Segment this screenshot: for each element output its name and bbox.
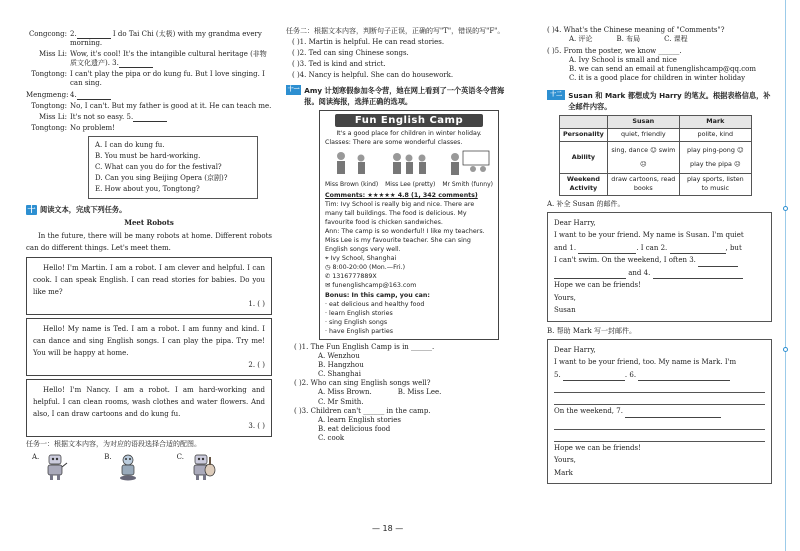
robot-cooking-icon — [42, 453, 68, 481]
line-text: Wow, it's cool! It's the intangible cultural heritage (非物质文化遗产). 3. — [70, 50, 267, 68]
clock-icon: ◷ — [325, 264, 333, 271]
teacher-label: Mr Smith (funny) — [442, 181, 493, 188]
table-row — [560, 141, 752, 173]
letter-susan — [547, 212, 772, 322]
option: A. I can do kung fu. — [95, 140, 165, 149]
option-row — [569, 35, 772, 44]
letter-closing: Hope we can be friends! — [554, 281, 641, 290]
option: B. Hangzhou — [318, 361, 364, 370]
section-badge: 十二 — [547, 90, 565, 100]
tf-item[interactable]: ( )2. Ted can sing Chinese songs. — [292, 49, 409, 57]
poster-email — [325, 281, 493, 290]
option: C. What can you do for the festival? — [95, 162, 222, 171]
dialogue-line — [26, 30, 272, 48]
task-b-instruction: B. 帮助 Mark 写一封邮件。 — [547, 326, 636, 335]
letter-signature: Mark — [554, 468, 573, 477]
option: B. Miss Lee. — [397, 388, 442, 397]
letter-signature: Susan — [554, 306, 576, 315]
section-title: 阅读文本，完成下列任务。 — [40, 205, 127, 215]
dialogue-text — [70, 113, 272, 122]
question-2[interactable] — [294, 379, 518, 406]
table-cell: sing, dance ☺ swim ☹ — [607, 141, 679, 173]
speaker: Miss Li: — [38, 50, 67, 59]
poster-ann: Ann: The camp is so wonderful! I like my teachers. Miss Lee is my favourite teacher. She can sing English songs very well. — [325, 228, 485, 253]
poster-bonus: Bonus: In this camp, you can: — [325, 292, 430, 299]
blank-3[interactable] — [698, 258, 738, 267]
table-cell: Personality — [560, 128, 608, 141]
teacher-class-picture — [443, 149, 493, 177]
dialogue-text — [70, 70, 272, 88]
table-cell: draw cartoons, read books — [607, 173, 679, 195]
teacher-class-picture — [385, 149, 435, 177]
teacher-pictures — [325, 149, 493, 189]
question-text: ( )3. Children can't ______ in the camp. — [294, 406, 431, 415]
task-a-instruction: A. 补全 Susan 的邮件。 — [547, 199, 625, 208]
dialogue-text — [70, 91, 272, 100]
bonus-item: · eat delicious and healthy food — [325, 301, 425, 308]
table-cell: Weekend Activity — [560, 173, 608, 195]
phone-icon: ✆ — [325, 273, 333, 280]
answer-blank[interactable] — [77, 31, 111, 39]
line-text: I do Tai Chi (太极) with my grandma every morning. — [70, 30, 262, 48]
robot-images — [26, 453, 272, 481]
tf-item[interactable]: ( )1. Martin is helpful. He can read stories. — [292, 38, 445, 46]
address-text: Ivy School, Shanghai — [330, 255, 397, 262]
option: B. we can send an email at funenglishcamp@qq.com — [569, 65, 756, 74]
bonus-item: · have English parties — [325, 328, 394, 335]
table-header: Mark — [679, 115, 751, 128]
line-text: No problem! — [70, 123, 115, 132]
option: D. Can you sing Beijing Opera (京剧)? — [95, 173, 228, 182]
answer-slot[interactable]: 1. ( ) — [248, 300, 265, 309]
bonus-item: · sing English songs — [325, 319, 388, 326]
robot-text-1 — [26, 257, 272, 315]
speaker: Congcong: — [28, 30, 67, 38]
penpal-table — [559, 115, 752, 196]
robot-text: Hello! I'm Martin. I am a robot. I am clever and helpful. I can cook. I can speak English. I can read stories for babies. Do you like me? — [33, 264, 265, 297]
robot-text-2 — [26, 318, 272, 376]
poster-phone — [325, 272, 493, 281]
tf-item[interactable]: ( )4. Nancy is helpful. She can do housework. — [292, 71, 454, 79]
speaker: Tongtong: — [31, 101, 67, 110]
dialogue-line — [26, 102, 272, 111]
robot-label: A. — [32, 453, 40, 462]
robot-label: B. — [104, 453, 112, 462]
location-icon: ⌖ — [325, 255, 331, 262]
binding-dot — [783, 347, 788, 352]
question-1[interactable] — [294, 343, 518, 379]
email-icon: ✉ — [325, 282, 333, 289]
speaker: Tongtong: — [31, 70, 67, 79]
option: C. Mr Smith. — [318, 397, 364, 406]
right-column — [547, 26, 772, 551]
question-text: ( )1. The Fun English Camp is in ______. — [294, 343, 435, 351]
table-cell: play sports, listen to music — [679, 173, 751, 195]
dialogue-line — [26, 124, 272, 133]
teacher-class-picture — [327, 149, 377, 177]
letter-line — [554, 369, 765, 382]
table-row — [560, 173, 752, 195]
letter-line — [554, 267, 765, 280]
table-header — [560, 115, 608, 128]
blank-number: 4. — [70, 90, 77, 99]
blank-3-cont[interactable] — [554, 270, 626, 279]
robot-cleaning-icon — [115, 453, 141, 481]
writing-line[interactable] — [554, 418, 765, 430]
teacher-label: Miss Lee (pretty) — [385, 181, 436, 188]
dialogue-text — [70, 30, 272, 48]
blank-label: On the weekend, 7. — [554, 407, 623, 416]
page-edge-line — [785, 0, 786, 551]
blank-label: . I can 2. — [636, 243, 668, 252]
mc-questions — [294, 343, 518, 443]
line-text: It's not so easy. 5. — [70, 112, 134, 121]
section-header-12 — [547, 90, 772, 112]
section-badge: 十一 — [287, 86, 300, 93]
dialogue-line — [26, 113, 272, 122]
line-text: No, I can't. But my father is good at it. He can teach me. — [70, 101, 272, 110]
camp-poster — [319, 110, 499, 340]
letter-greeting: Dear Harry, — [554, 345, 596, 354]
option: A. learn English stories — [318, 415, 401, 424]
question-3[interactable] — [294, 407, 518, 443]
section-badge: 十 — [27, 204, 36, 214]
dialogue-line — [26, 70, 272, 88]
letter-signoff: Yours, — [554, 456, 576, 465]
table-cell: Ability — [560, 141, 608, 173]
poster-subtitle: It's a good place for children in winter holiday. — [336, 130, 482, 137]
table-row — [560, 128, 752, 141]
blank-label: and 4. — [628, 268, 651, 277]
blank-1[interactable] — [578, 245, 636, 254]
table-cell: play ping-pong ☺ play the pipa ☹ — [679, 141, 751, 173]
table-cell: quiet, friendly — [607, 128, 679, 141]
blank-7[interactable] — [625, 409, 721, 418]
section-title: Amy 计划寒假参加冬令营，她在网上看到了一个英语冬令营海报。阅读海报，选择正确的选项。 — [304, 86, 505, 106]
robot-text: Hello! My name is Ted. I am a robot. I am funny and kind. I can dance and sing English songs. I can play the pipa. Try me! You will be happy at home. — [33, 325, 265, 358]
answer-slot[interactable]: 2. ( ) — [248, 361, 265, 370]
letter-text: , but — [725, 243, 742, 252]
robot-label: C. — [176, 453, 184, 462]
email-text: funenglishcamp@163.com — [332, 282, 417, 289]
task2-instruction: 任务二：根据文本内容，判断句子正误，正确的写"T"，错误的写"F"。 — [286, 27, 505, 35]
reading-title: Meet Robots — [124, 217, 174, 227]
letter-line: I want to be your friend, too. My name is Mark. I'm — [554, 358, 737, 367]
dialogue — [26, 30, 272, 133]
dialogue-text — [70, 124, 272, 133]
bonus-item: · learn English stories — [325, 310, 393, 317]
phone-text: 1316777889X — [332, 273, 377, 280]
middle-column — [286, 26, 518, 551]
letter-greeting: Dear Harry, — [554, 218, 596, 227]
table-header: Susan — [607, 115, 679, 128]
blank-2[interactable] — [670, 245, 726, 254]
option: B. You must be hard-working. — [95, 151, 201, 160]
speaker: Miss Li: — [38, 112, 67, 121]
poster-tim: Tim: Ivy School is really big and nice. There are many tall buildings. The food is delicious. My favourite food is chicken sandwiches. — [325, 201, 475, 226]
poster-address — [325, 254, 493, 263]
poster-classes: Classes: There are some wonderful classes. — [325, 139, 463, 146]
option: B. eat delicious food — [318, 424, 391, 433]
page-number: — 18 — — [372, 524, 404, 533]
speaker: Mengmeng: — [26, 90, 69, 99]
robot-option-c — [177, 453, 217, 481]
answer-blank[interactable] — [133, 114, 167, 122]
section-header-11 — [286, 85, 518, 107]
options-box — [88, 136, 258, 199]
option-row — [318, 388, 518, 397]
option: C. it is a good place for children in winter holiday — [569, 74, 746, 83]
writing-line[interactable] — [554, 393, 765, 405]
question-4[interactable] — [547, 26, 772, 44]
speaker: Tongtong: — [31, 123, 67, 132]
option: C. cook — [318, 433, 345, 442]
line-text: I can't play the pipa or do kung fu. But I love singing. I can sing. — [70, 70, 265, 88]
letter-line — [554, 405, 765, 418]
poster-title: Fun English Camp — [335, 114, 483, 127]
option: A. Ivy School is small and nice — [569, 56, 677, 65]
blank-number: 2. — [70, 30, 77, 38]
robot-option-b — [104, 453, 140, 481]
robot-music-icon — [187, 453, 217, 481]
option: C. Shanghai — [318, 370, 361, 379]
table-header-row — [560, 115, 752, 128]
tf-list — [292, 37, 518, 81]
letter-closing: Hope we can be friends! — [554, 443, 641, 452]
poster-time — [325, 263, 493, 272]
option: E. How about you, Tongtong? — [95, 184, 200, 193]
letter-line — [554, 242, 765, 255]
tf-item[interactable]: ( )3. Ted is kind and strict. — [292, 60, 386, 68]
answer-blank[interactable] — [119, 60, 153, 68]
option: A. 评论 — [569, 35, 593, 44]
section-header-10 — [26, 205, 272, 215]
task1-instruction: 任务一：根据文本内容，为对应的语段选择合适的配图。 — [26, 440, 201, 449]
letter-line: I want to be your friend. My name is Susan. I'm quiet — [554, 231, 744, 240]
teacher-1 — [325, 149, 378, 189]
question-text: ( )4. What's the Chinese meaning of "Comments"? — [547, 26, 725, 34]
question-5[interactable] — [547, 47, 772, 83]
teacher-2 — [385, 149, 435, 189]
option: A. Miss Brown. — [318, 388, 372, 397]
reading-intro: In the future, there will be many robots at home. Different robots can do different things. Let's meet them. — [26, 232, 272, 253]
dialogue-line — [26, 50, 272, 68]
option: B. 布局 — [616, 35, 641, 44]
dialogue-text — [70, 50, 272, 68]
answer-blank[interactable] — [77, 92, 111, 100]
writing-line[interactable] — [554, 430, 765, 442]
blank-label: and 1. — [554, 243, 577, 252]
letter-mark — [547, 339, 772, 485]
blank-label: 5. — [554, 370, 561, 379]
letter-line — [554, 254, 765, 267]
robot-option-a — [32, 453, 68, 481]
table-cell: polite, kind — [679, 128, 751, 141]
blank-label: I can't swim. On the weekend, I often 3. — [554, 256, 696, 265]
robot-text-3 — [26, 379, 272, 437]
dialogue-line — [26, 91, 272, 100]
blank-4[interactable] — [653, 270, 743, 279]
question-text: ( )2. Who can sing English songs well? — [294, 379, 431, 388]
left-column — [26, 30, 272, 551]
option: A. Wenzhou — [318, 352, 360, 361]
time-text: 8:00-20:00 (Mon.—Fri.) — [332, 264, 406, 271]
dialogue-text — [70, 102, 272, 111]
teacher-3 — [442, 149, 493, 189]
section-title: Susan 和 Mark 都想成为 Harry 的笔友。根据表格信息，补全邮件内容。 — [568, 90, 771, 111]
blank-5[interactable] — [563, 372, 625, 381]
blank-6[interactable] — [638, 372, 730, 381]
option: C. 课程 — [664, 35, 688, 44]
poster-comments: Comments: ★★★★★ 4.8 (1, 342 comments) — [325, 192, 478, 199]
blank-label: . 6. — [624, 370, 637, 379]
teacher-label: Miss Brown (kind) — [325, 181, 379, 188]
question-text: ( )5. From the poster, we know ______. — [547, 47, 682, 56]
writing-line[interactable] — [554, 381, 765, 393]
binding-dot — [783, 206, 788, 211]
robot-text: Hello! I'm Nancy. I am a robot. I am hard-working and helpful. I can clean rooms, wash clothes and water flowers. And also, I can draw cartoons and do kung fu. — [33, 386, 265, 419]
answer-slot[interactable]: 3. ( ) — [248, 422, 265, 431]
letter-signoff: Yours, — [554, 293, 576, 302]
